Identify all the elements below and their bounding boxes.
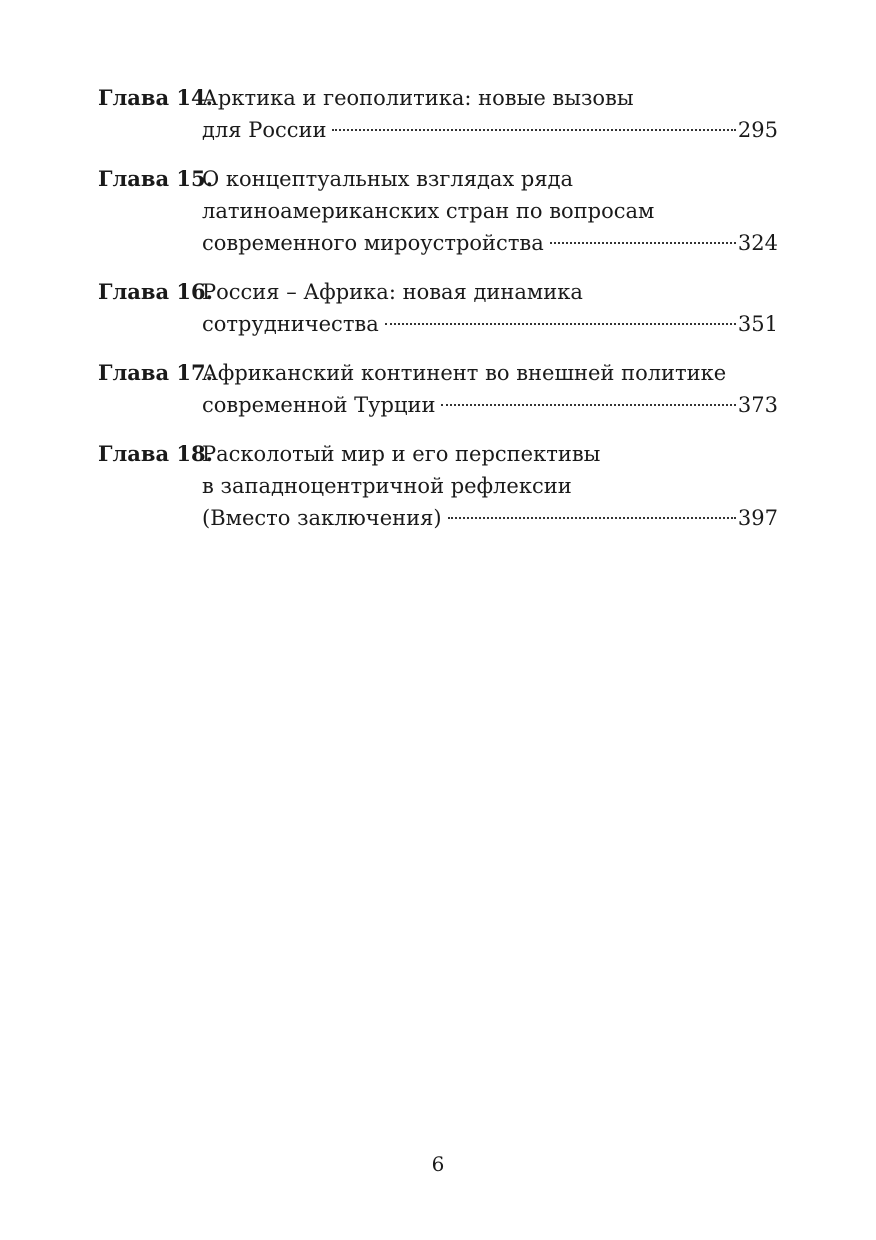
page-number: 324 (737, 231, 778, 255)
dot-leader (448, 517, 736, 519)
dot-leader (385, 323, 736, 325)
chapter-title (202, 163, 778, 259)
chapter-title-last-line (202, 502, 778, 534)
chapter-title-line: современного мироустройства (202, 231, 544, 255)
chapter-label: Глава 14. (98, 85, 213, 110)
chapter-title-line: Арктика и геополитика: новые вызовы (202, 86, 634, 110)
chapter-label: Глава 17. (98, 360, 213, 385)
folio-page-number: 6 (431, 1152, 445, 1176)
chapter-label: Глава 16. (98, 279, 213, 304)
chapter-label: Глава 18. (98, 441, 213, 466)
toc-entry-chapter-17[interactable] (98, 357, 778, 421)
chapter-title-line: Россия – Африка: новая динамика (202, 280, 583, 304)
chapter-title (202, 82, 778, 146)
chapter-title (202, 438, 778, 534)
page-number: 397 (737, 506, 778, 530)
page-number: 295 (737, 118, 778, 142)
toc-entry-chapter-18[interactable] (98, 438, 778, 534)
chapter-title-line: в западноцентричной рефлексии (202, 474, 572, 498)
chapter-title-line: (Вместо заключения) (202, 506, 442, 530)
chapter-title-last-line (202, 389, 778, 421)
table-of-contents (98, 82, 778, 551)
chapter-title-line: для России (202, 118, 327, 142)
dot-leader (550, 242, 736, 244)
chapter-title-line: сотрудничества (202, 312, 379, 336)
toc-entry-chapter-15[interactable] (98, 163, 778, 259)
dot-leader (332, 129, 735, 131)
chapter-title-line: Африканский континент во внешней политике (202, 361, 727, 385)
chapter-label: Глава 15. (98, 166, 213, 191)
page-number: 351 (737, 312, 778, 336)
chapter-title-line: современной Турции (202, 393, 436, 417)
chapter-title-last-line (202, 308, 778, 340)
chapter-title-last-line (202, 114, 778, 146)
chapter-title-line: Расколотый мир и его перспективы (202, 442, 601, 466)
toc-entry-chapter-14[interactable] (98, 82, 778, 146)
chapter-title (202, 357, 778, 421)
chapter-title-line: О концептуальных взглядах ряда (202, 167, 574, 191)
chapter-title (202, 276, 778, 340)
dot-leader (441, 404, 735, 406)
chapter-title-last-line (202, 227, 778, 259)
page-number: 373 (737, 393, 778, 417)
toc-entry-chapter-16[interactable] (98, 276, 778, 340)
chapter-title-line: латиноамериканских стран по вопросам (202, 199, 655, 223)
